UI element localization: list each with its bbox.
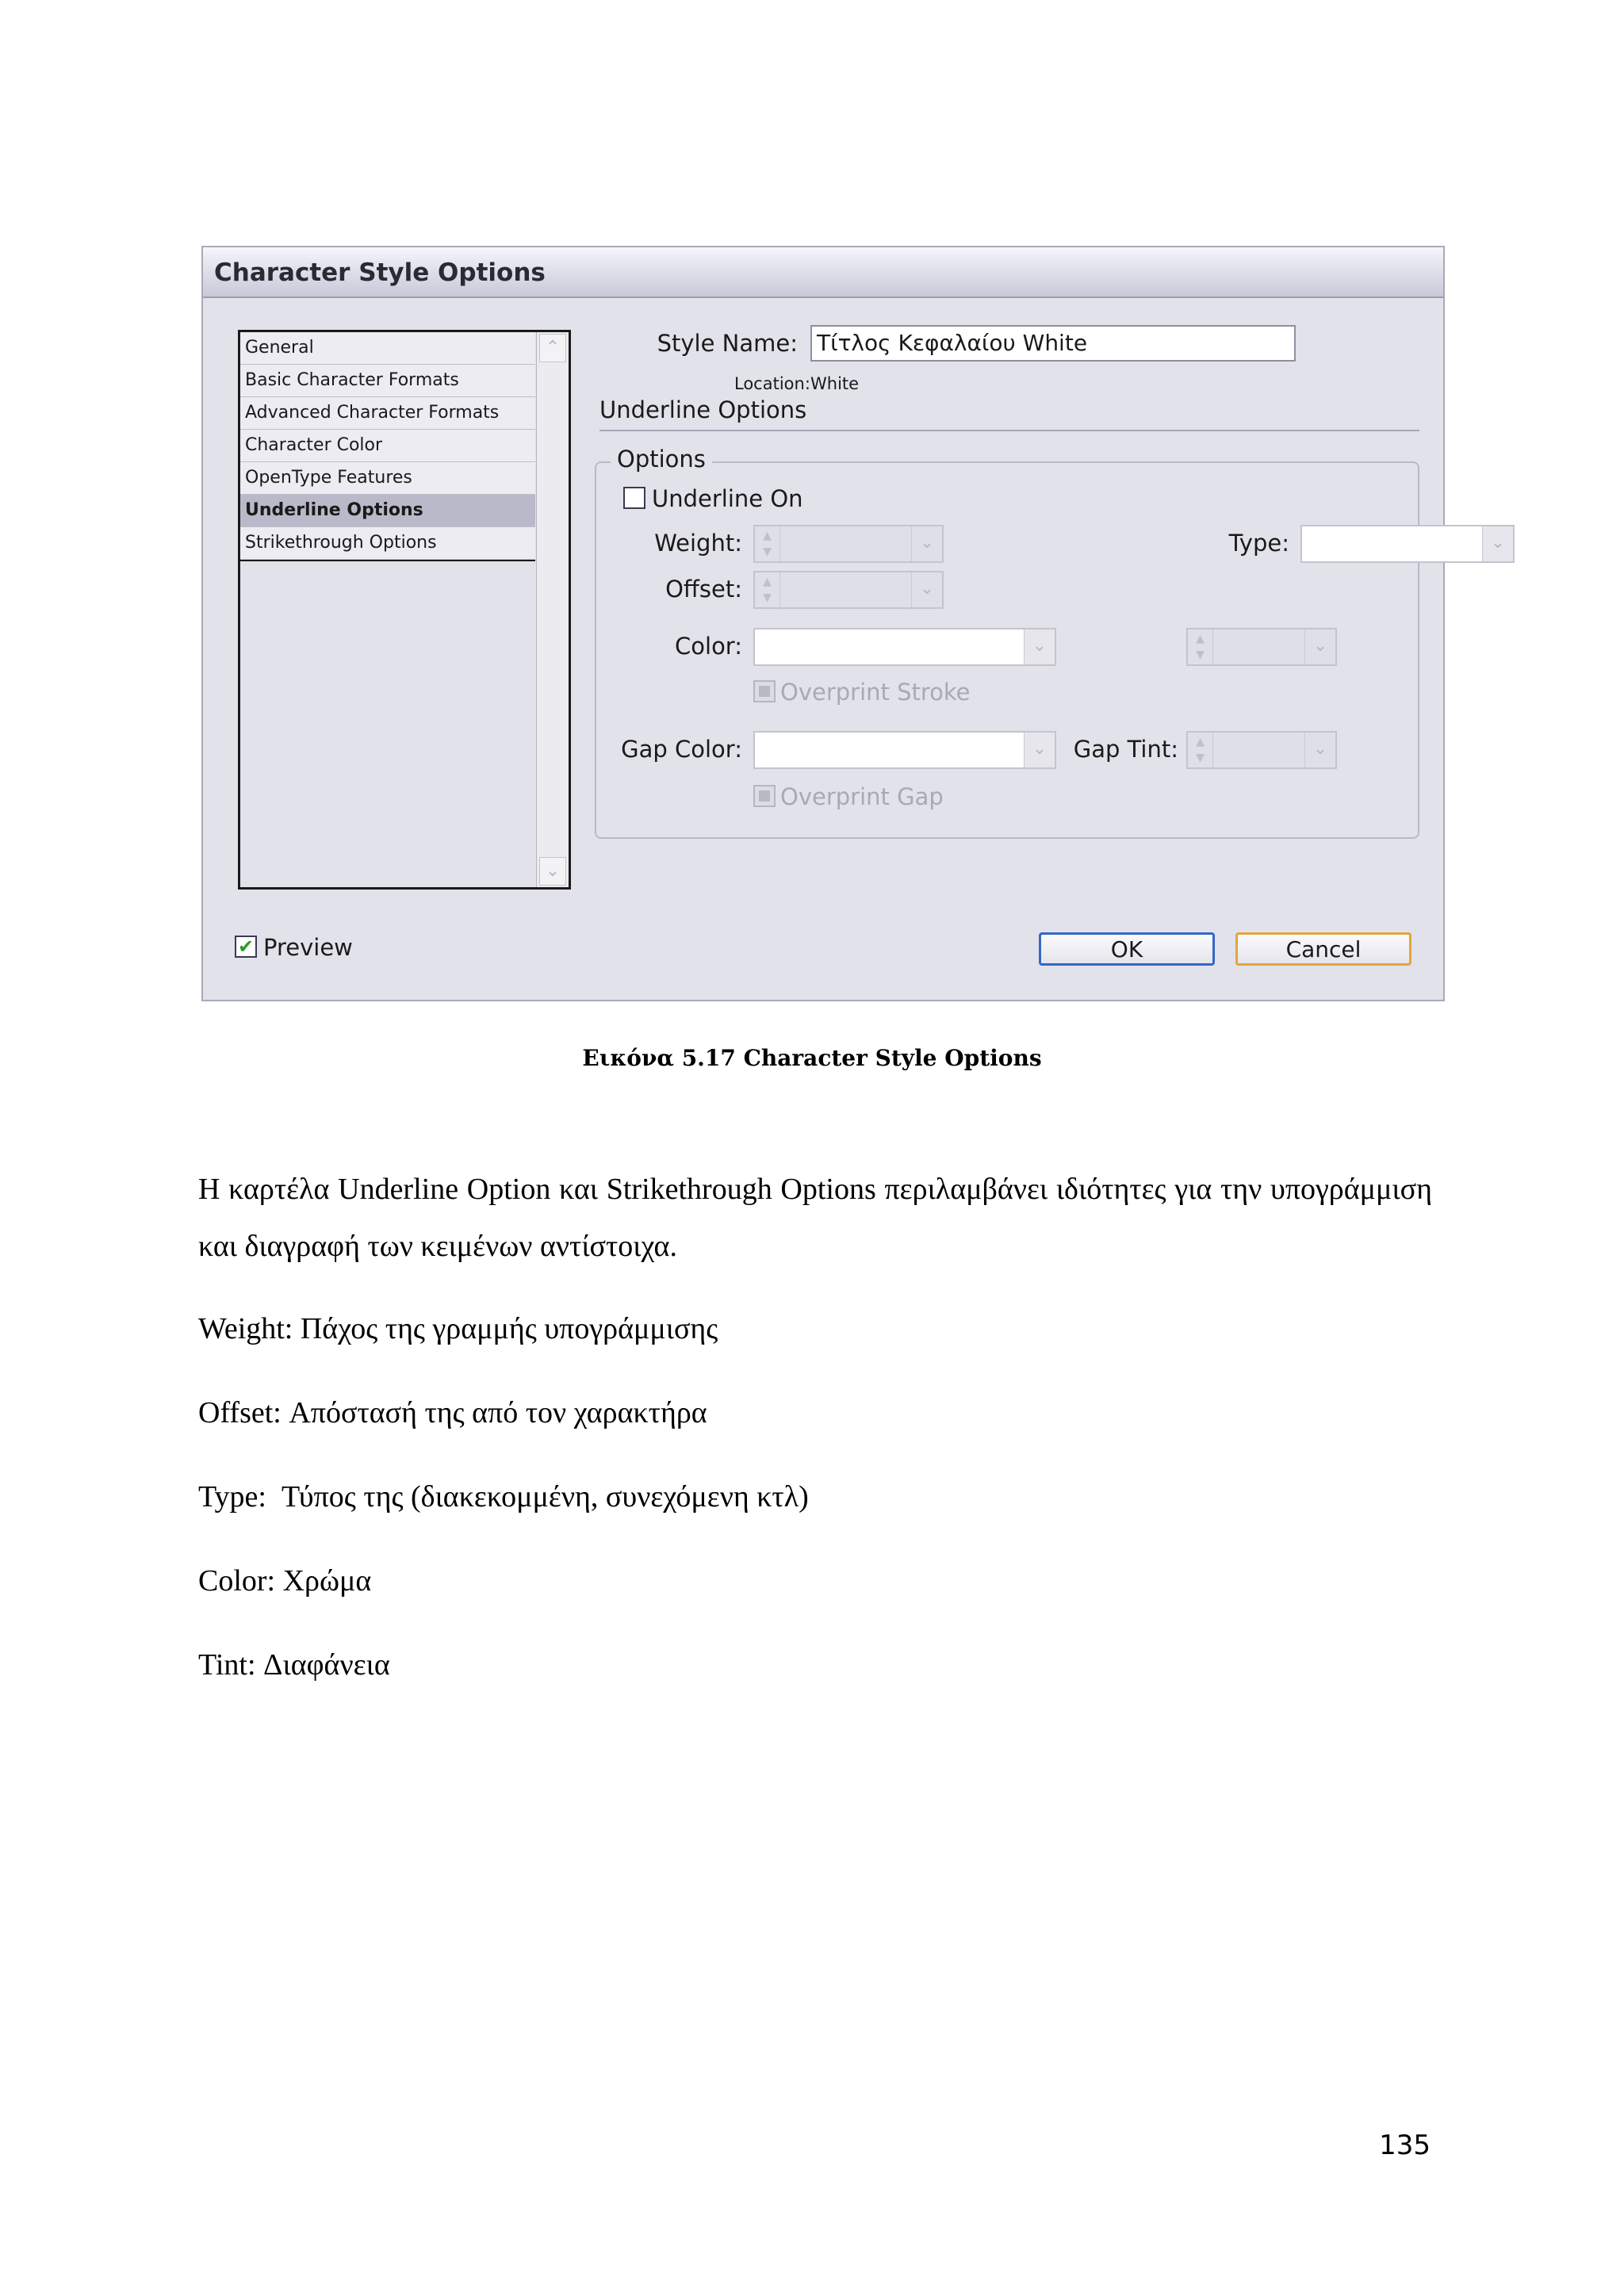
gap-tint-label: Gap Tint: bbox=[1073, 736, 1178, 763]
cancel-button[interactable]: Cancel bbox=[1235, 932, 1411, 966]
definition-tint: Tint: Διαφάνεια bbox=[198, 1648, 390, 1682]
checkmark-icon: ✔ bbox=[237, 936, 255, 958]
tint-spinner[interactable] bbox=[1186, 628, 1337, 666]
list-item-underline-options[interactable]: Underline Options bbox=[240, 495, 535, 527]
chevron-down-icon[interactable]: ⌄ bbox=[911, 526, 942, 561]
style-name-input[interactable]: Τίτλος Κεφαλαίου White bbox=[810, 325, 1296, 362]
offset-label: Offset: bbox=[665, 576, 742, 603]
list-item-advanced-character-formats[interactable]: Advanced Character Formats bbox=[240, 397, 535, 430]
gap-tint-spinner[interactable] bbox=[1186, 731, 1337, 769]
chevron-down-icon[interactable]: ⌄ bbox=[1024, 629, 1055, 664]
chevron-down-icon[interactable]: ⌄ bbox=[1482, 526, 1513, 561]
figure-caption: Εικόνα 5.17 Character Style Options bbox=[582, 1045, 1042, 1071]
overprint-gap-label: Overprint Gap bbox=[780, 783, 944, 810]
color-label: Color: bbox=[675, 633, 742, 660]
list-item-basic-character-formats[interactable]: Basic Character Formats bbox=[240, 365, 535, 397]
options-group-label: Options bbox=[611, 446, 712, 473]
spinner-arrows-icon[interactable]: ▲ ▼ bbox=[1188, 629, 1213, 664]
list-item-opentype-features[interactable]: OpenType Features bbox=[240, 462, 535, 495]
scroll-down-icon[interactable]: ⌄ bbox=[539, 857, 566, 886]
type-label: Type: bbox=[1228, 530, 1289, 557]
overprint-stroke-label: Overprint Stroke bbox=[780, 679, 971, 706]
underline-on-checkbox[interactable] bbox=[623, 487, 645, 509]
definition-weight: Weight: Πάχος της γραμμής υπογράμμισης bbox=[198, 1312, 718, 1345]
gap-color-dropdown[interactable] bbox=[753, 731, 1056, 769]
dialog-title: Character Style Options bbox=[214, 258, 546, 287]
definition-offset: Offset: Απόστασή της από τον χαρακτήρα bbox=[198, 1396, 707, 1429]
spinner-arrows-icon[interactable]: ▲ ▼ bbox=[1188, 733, 1213, 767]
spinner-arrows-icon[interactable]: ▲ ▼ bbox=[755, 526, 780, 561]
preview-checkbox[interactable] bbox=[235, 936, 257, 958]
color-dropdown[interactable] bbox=[753, 628, 1056, 666]
list-scrollbar[interactable] bbox=[536, 332, 569, 887]
scroll-up-icon[interactable]: ⌃ bbox=[539, 334, 566, 362]
list-item-general[interactable]: General bbox=[240, 332, 535, 365]
category-list bbox=[238, 330, 571, 890]
overprint-stroke-checkbox[interactable] bbox=[753, 680, 776, 702]
underline-on-label: Underline On bbox=[652, 485, 803, 512]
chevron-down-icon[interactable]: ⌄ bbox=[1024, 733, 1055, 767]
section-divider bbox=[599, 430, 1419, 431]
spinner-arrows-icon[interactable]: ▲ ▼ bbox=[755, 572, 780, 607]
chevron-down-icon[interactable]: ⌄ bbox=[1304, 733, 1335, 767]
offset-spinner[interactable] bbox=[753, 571, 944, 609]
definition-color: Color: Χρώμα bbox=[198, 1564, 372, 1598]
weight-label: Weight: bbox=[654, 530, 742, 557]
page-number: 135 bbox=[1379, 2130, 1431, 2161]
chevron-down-icon[interactable]: ⌄ bbox=[1304, 629, 1335, 664]
definition-type: Type: Τύπος της (διακεκομμένη, συνεχόμενη κτλ) bbox=[198, 1480, 809, 1513]
chevron-down-icon[interactable]: ⌄ bbox=[911, 572, 942, 607]
list-item-character-color[interactable]: Character Color bbox=[240, 430, 535, 462]
location-label: Location: bbox=[734, 374, 810, 393]
type-dropdown[interactable] bbox=[1300, 525, 1515, 563]
style-name-label: Style Name: bbox=[657, 330, 798, 357]
body-paragraph: Η καρτέλα Underline Option και Strikethrough Options περιλαμβάνει ιδιότητες για την υπογράμμιση και διαγραφή των κειμένων αντίστοιχα. bbox=[198, 1173, 1432, 1263]
ok-button[interactable]: OK bbox=[1039, 932, 1215, 966]
dialog-titlebar bbox=[203, 247, 1443, 298]
list-item-strikethrough-options[interactable]: Strikethrough Options bbox=[240, 527, 535, 560]
section-title: Underline Options bbox=[599, 396, 807, 423]
gap-color-label: Gap Color: bbox=[621, 736, 742, 763]
weight-spinner[interactable] bbox=[753, 525, 944, 563]
character-style-options-dialog bbox=[201, 246, 1506, 1001]
overprint-gap-checkbox[interactable] bbox=[753, 785, 776, 807]
location-value: White bbox=[810, 374, 860, 393]
preview-label: Preview bbox=[263, 934, 353, 961]
